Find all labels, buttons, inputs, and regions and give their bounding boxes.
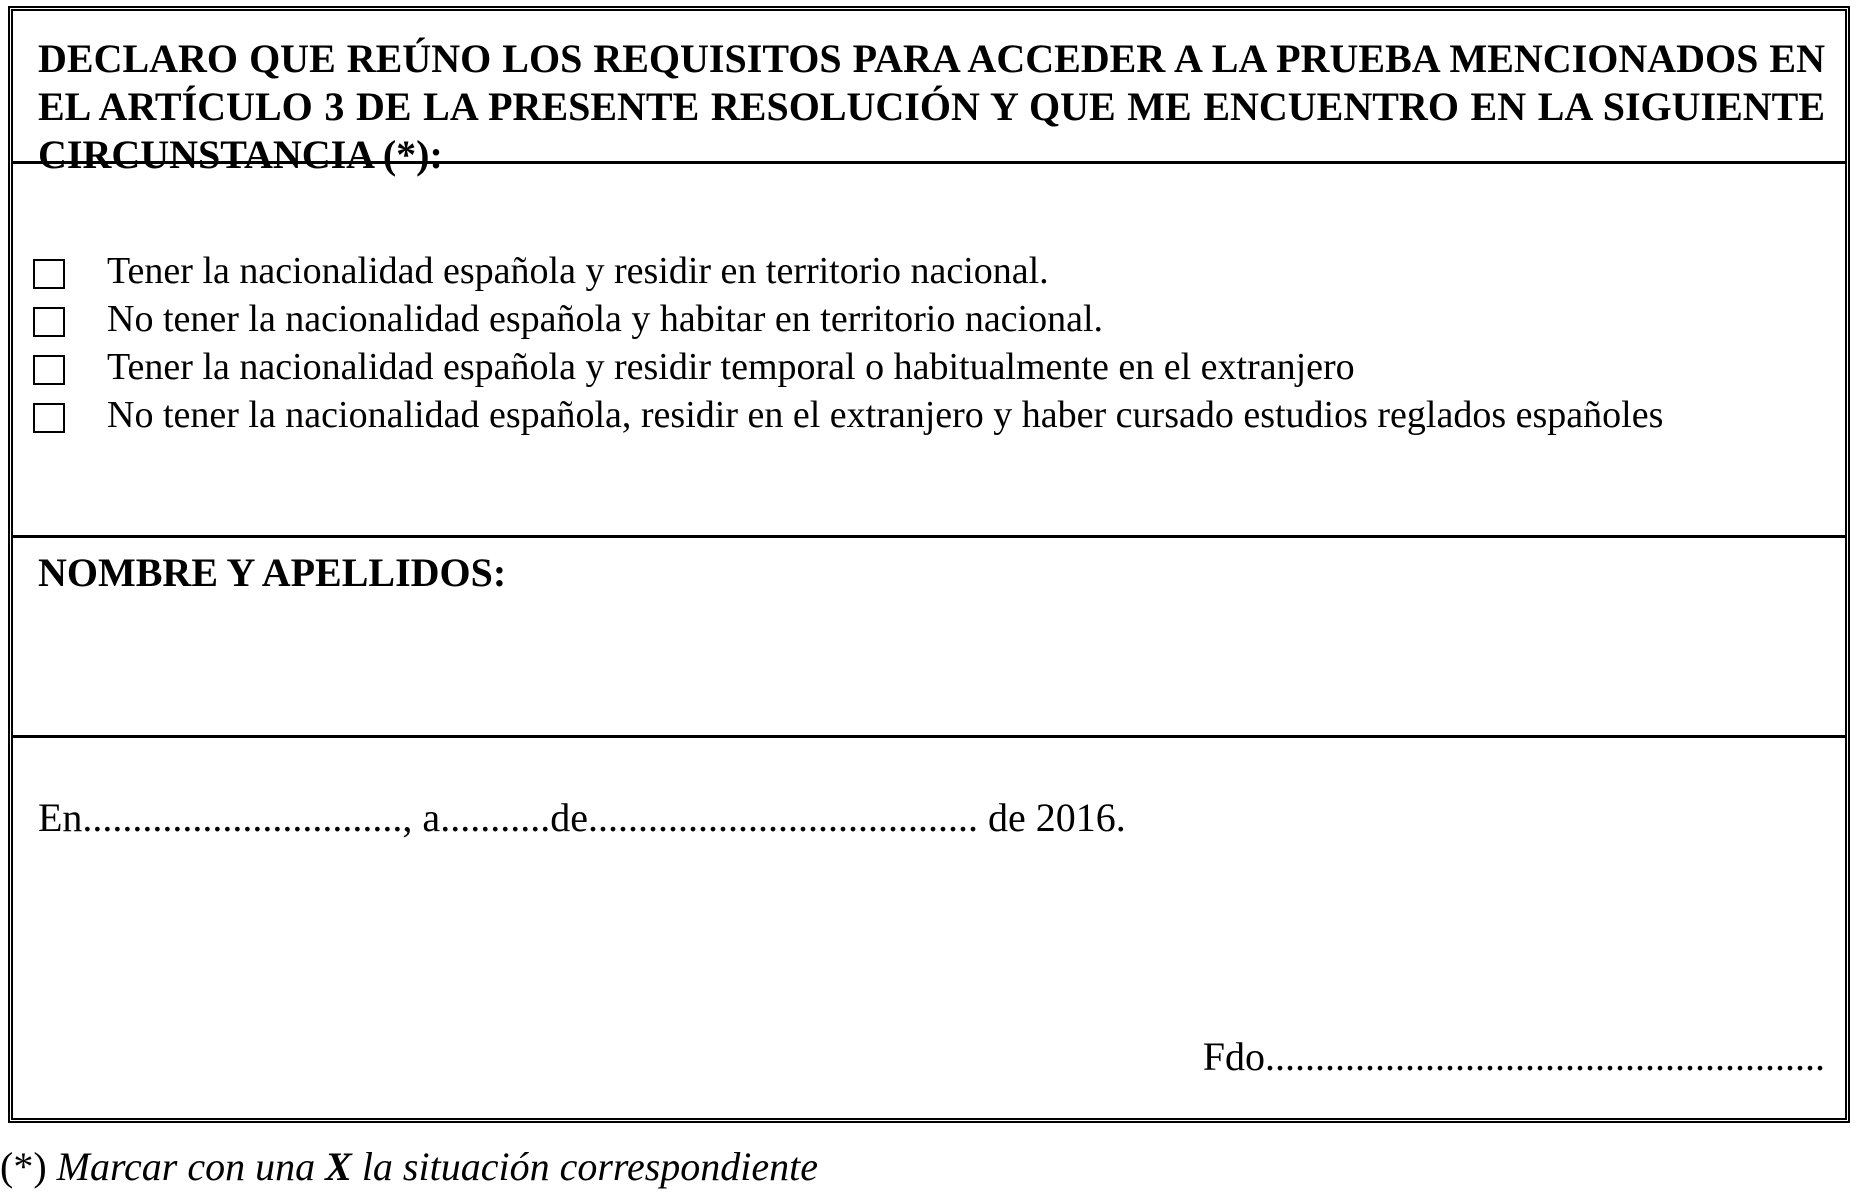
option-checkbox[interactable]: [33, 259, 65, 289]
option-checkbox[interactable]: [33, 355, 65, 385]
option-checkbox[interactable]: [33, 403, 65, 433]
name-label: NOMBRE Y APELLIDOS:: [38, 550, 507, 595]
option-row[interactable]: [33, 391, 1835, 439]
option-row[interactable]: [33, 343, 1835, 391]
signature-line[interactable]: Fdo........................................................: [1202, 1034, 1825, 1079]
footnote: [0, 1143, 818, 1191]
footnote-emphasis: X: [325, 1144, 352, 1189]
declaration-form: [8, 6, 1850, 1123]
section-divider: [13, 735, 1845, 738]
section-divider: [13, 161, 1845, 164]
option-row[interactable]: [33, 295, 1835, 343]
option-label: Tener la nacionalidad española y residir temporal o habitualmente en el extranjero: [107, 346, 1355, 388]
circumstance-options: [33, 247, 1835, 439]
declaration-heading: DECLARO QUE REÚNO LOS REQUISITOS PARA ACCEDER A LA PRUEBA MENCIONADOS EN EL ARTÍCULO 3 DE LA PRESENTE RESOLUCIÓN Y QUE ME ENCUENTRO EN LA SIGUIENTE CIRCUNSTANCIA (*):: [38, 36, 1825, 177]
option-label: No tener la nacionalidad española y habitar en territorio nacional.: [107, 298, 1104, 340]
footnote-text-after: la situación correspondiente: [361, 1144, 819, 1189]
option-label: Tener la nacionalidad española y residir en territorio nacional.: [107, 250, 1049, 292]
footnote-text-before: Marcar con una: [56, 1144, 316, 1189]
option-label: No tener la nacionalidad española, residir en el extranjero y haber cursado estudios reglados españoles: [107, 394, 1664, 436]
option-row[interactable]: [33, 247, 1835, 295]
place-date-line[interactable]: En................................, a...........de....................................... de 2016.: [38, 795, 1126, 840]
section-divider: [13, 535, 1845, 538]
option-checkbox[interactable]: [33, 307, 65, 337]
footnote-marker: (*): [0, 1144, 47, 1189]
